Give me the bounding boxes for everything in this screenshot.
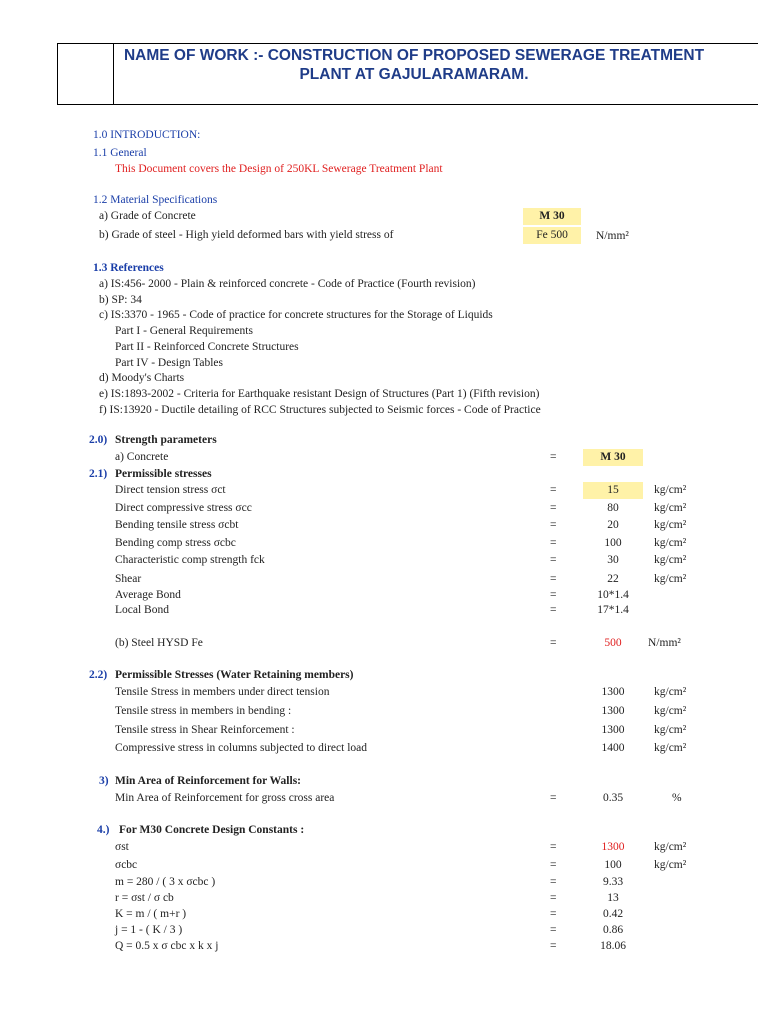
water-unit: kg/cm² xyxy=(654,724,687,736)
equals-sign: = xyxy=(550,892,557,904)
steel-hysd-label: (b) Steel HYSD Fe xyxy=(115,637,203,649)
work-title-line1: NAME OF WORK :- CONSTRUCTION OF PROPOSED SEWERAGE TREATMENT xyxy=(123,47,705,64)
water-value: 1300 xyxy=(601,686,625,698)
water-label: Tensile Stress in members under direct tension xyxy=(115,686,330,698)
reference-item: Part II - Reinforced Concrete Structures xyxy=(115,341,299,353)
minarea-heading: Min Area of Reinforcement for Walls: xyxy=(115,775,301,787)
reference-item: c) IS:3370 - 1965 - Code of practice for concrete structures for the Storage of Liquids xyxy=(99,309,493,321)
design-unit: kg/cm² xyxy=(654,859,687,871)
strength-concrete-label: a) Concrete xyxy=(115,451,169,463)
intro-heading: 1.0 INTRODUCTION: xyxy=(93,129,201,141)
work-title xyxy=(114,46,714,84)
section-number: 4.) xyxy=(97,824,110,836)
equals-sign: = xyxy=(550,841,557,853)
permissible-value: 80 xyxy=(607,502,619,514)
design-value: 9.33 xyxy=(602,876,624,888)
steel-hysd-value: 500 xyxy=(604,637,622,649)
general-heading: 1.1 General xyxy=(93,147,147,159)
steel-grade-unit: N/mm² xyxy=(596,230,629,242)
equals-sign: = xyxy=(550,792,557,804)
permissible-heading: Permissible stresses xyxy=(115,468,212,480)
equals-sign: = xyxy=(550,451,557,463)
equals-sign: = xyxy=(550,876,557,888)
reference-item: a) IS:456- 2000 - Plain & reinforced concrete - Code of Practice (Fourth revision) xyxy=(99,278,476,290)
permissible-unit: kg/cm² xyxy=(654,484,687,496)
water-unit: kg/cm² xyxy=(654,705,687,717)
equals-sign: = xyxy=(550,859,557,871)
design-value: 1300 xyxy=(601,841,625,853)
design-label: σst xyxy=(115,841,129,853)
strength-heading: Strength parameters xyxy=(115,434,217,446)
water-value: 1300 xyxy=(601,724,625,736)
equals-sign: = xyxy=(550,573,557,585)
permissible-value: 15 xyxy=(583,482,643,499)
permissible-value: 30 xyxy=(607,554,619,566)
water-heading: Permissible Stresses (Water Retaining members) xyxy=(115,669,354,681)
references-heading: 1.3 References xyxy=(93,262,164,274)
reference-item: e) IS:1893-2002 - Criteria for Earthquake resistant Design of Structures (Part 1) (Fifth revision) xyxy=(99,388,540,400)
equals-sign: = xyxy=(550,637,557,649)
equals-sign: = xyxy=(550,519,557,531)
permissible-label: Bending tensile stress σcbt xyxy=(115,519,239,531)
water-label: Tensile stress in members in bending : xyxy=(115,705,292,717)
section-number: 2.2) xyxy=(89,669,108,681)
minarea-label: Min Area of Reinforcement for gross cross area xyxy=(115,792,335,804)
water-unit: kg/cm² xyxy=(654,742,687,754)
design-value: 100 xyxy=(604,859,622,871)
permissible-value: 17*1.4 xyxy=(597,604,629,616)
design-value: 0.42 xyxy=(602,908,624,920)
permissible-value: 22 xyxy=(607,573,619,585)
permissible-value: 10*1.4 xyxy=(597,589,629,601)
design-label: m = 280 / ( 3 x σcbc ) xyxy=(115,876,216,888)
materials-heading: 1.2 Material Specifications xyxy=(93,194,218,206)
equals-sign: = xyxy=(550,604,557,616)
reference-item: f) IS:13920 - Ductile detailing of RCC Structures subjected to Seismic forces - Code of Practice xyxy=(99,404,541,416)
design-label: j = 1 - ( K / 3 ) xyxy=(115,924,183,936)
equals-sign: = xyxy=(550,908,557,920)
permissible-label: Bending comp stress σcbc xyxy=(115,537,236,549)
reference-item: Part IV - Design Tables xyxy=(115,357,224,369)
permissible-unit: kg/cm² xyxy=(654,554,687,566)
reference-item: Part I - General Requirements xyxy=(115,325,253,337)
permissible-unit: kg/cm² xyxy=(654,519,687,531)
design-label: K = m / ( m+r ) xyxy=(115,908,187,920)
design-unit: kg/cm² xyxy=(654,841,687,853)
section-number: 2.0) xyxy=(89,434,108,446)
design-label: r = σst / σ cb xyxy=(115,892,174,904)
equals-sign: = xyxy=(550,554,557,566)
design-value: 0.86 xyxy=(602,924,624,936)
steel-grade-label: b) Grade of steel - High yield deformed bars with yield stress of xyxy=(99,229,394,241)
water-unit: kg/cm² xyxy=(654,686,687,698)
concrete-grade-value: M 30 xyxy=(523,208,581,225)
permissible-label: Average Bond xyxy=(115,589,181,601)
minarea-unit: % xyxy=(672,792,682,804)
design-value: 13 xyxy=(607,892,619,904)
equals-sign: = xyxy=(550,537,557,549)
equals-sign: = xyxy=(550,484,557,496)
permissible-unit: kg/cm² xyxy=(654,502,687,514)
equals-sign: = xyxy=(550,924,557,936)
equals-sign: = xyxy=(550,502,557,514)
equals-sign: = xyxy=(550,940,557,952)
section-number: 3) xyxy=(99,775,109,787)
water-label: Tensile stress in Shear Reinforcement : xyxy=(115,724,295,736)
water-label: Compressive stress in columns subjected to direct load xyxy=(115,742,367,754)
design-label: Q = 0.5 x σ cbc x k x j xyxy=(115,940,219,952)
design-label: σcbc xyxy=(115,859,138,871)
steel-grade-value: Fe 500 xyxy=(523,227,581,244)
reference-item: d) Moody's Charts xyxy=(99,372,185,384)
permissible-unit: kg/cm² xyxy=(654,537,687,549)
design-heading: For M30 Concrete Design Constants : xyxy=(119,824,305,836)
strength-concrete-value: M 30 xyxy=(583,449,643,466)
permissible-label: Direct compressive stress σcc xyxy=(115,502,252,514)
equals-sign: = xyxy=(550,589,557,601)
minarea-value: 0.35 xyxy=(602,792,624,804)
permissible-value: 20 xyxy=(607,519,619,531)
permissible-label: Shear xyxy=(115,573,142,585)
water-value: 1300 xyxy=(601,705,625,717)
water-value: 1400 xyxy=(601,742,625,754)
work-title-line2: PLANT AT GAJULARAMARAM. xyxy=(299,66,529,83)
permissible-value: 100 xyxy=(604,537,622,549)
concrete-grade-label: a) Grade of Concrete xyxy=(99,210,196,222)
permissible-label: Local Bond xyxy=(115,604,169,616)
permissible-label: Characteristic comp strength fck xyxy=(115,554,265,566)
section-number: 2.1) xyxy=(89,468,108,480)
design-value: 18.06 xyxy=(600,940,626,952)
steel-hysd-unit: N/mm² xyxy=(648,637,681,649)
permissible-label: Direct tension stress σct xyxy=(115,484,226,496)
permissible-unit: kg/cm² xyxy=(654,573,687,585)
reference-item: b) SP: 34 xyxy=(99,294,142,306)
general-text: This Document covers the Design of 250KL Sewerage Treatment Plant xyxy=(115,163,443,175)
